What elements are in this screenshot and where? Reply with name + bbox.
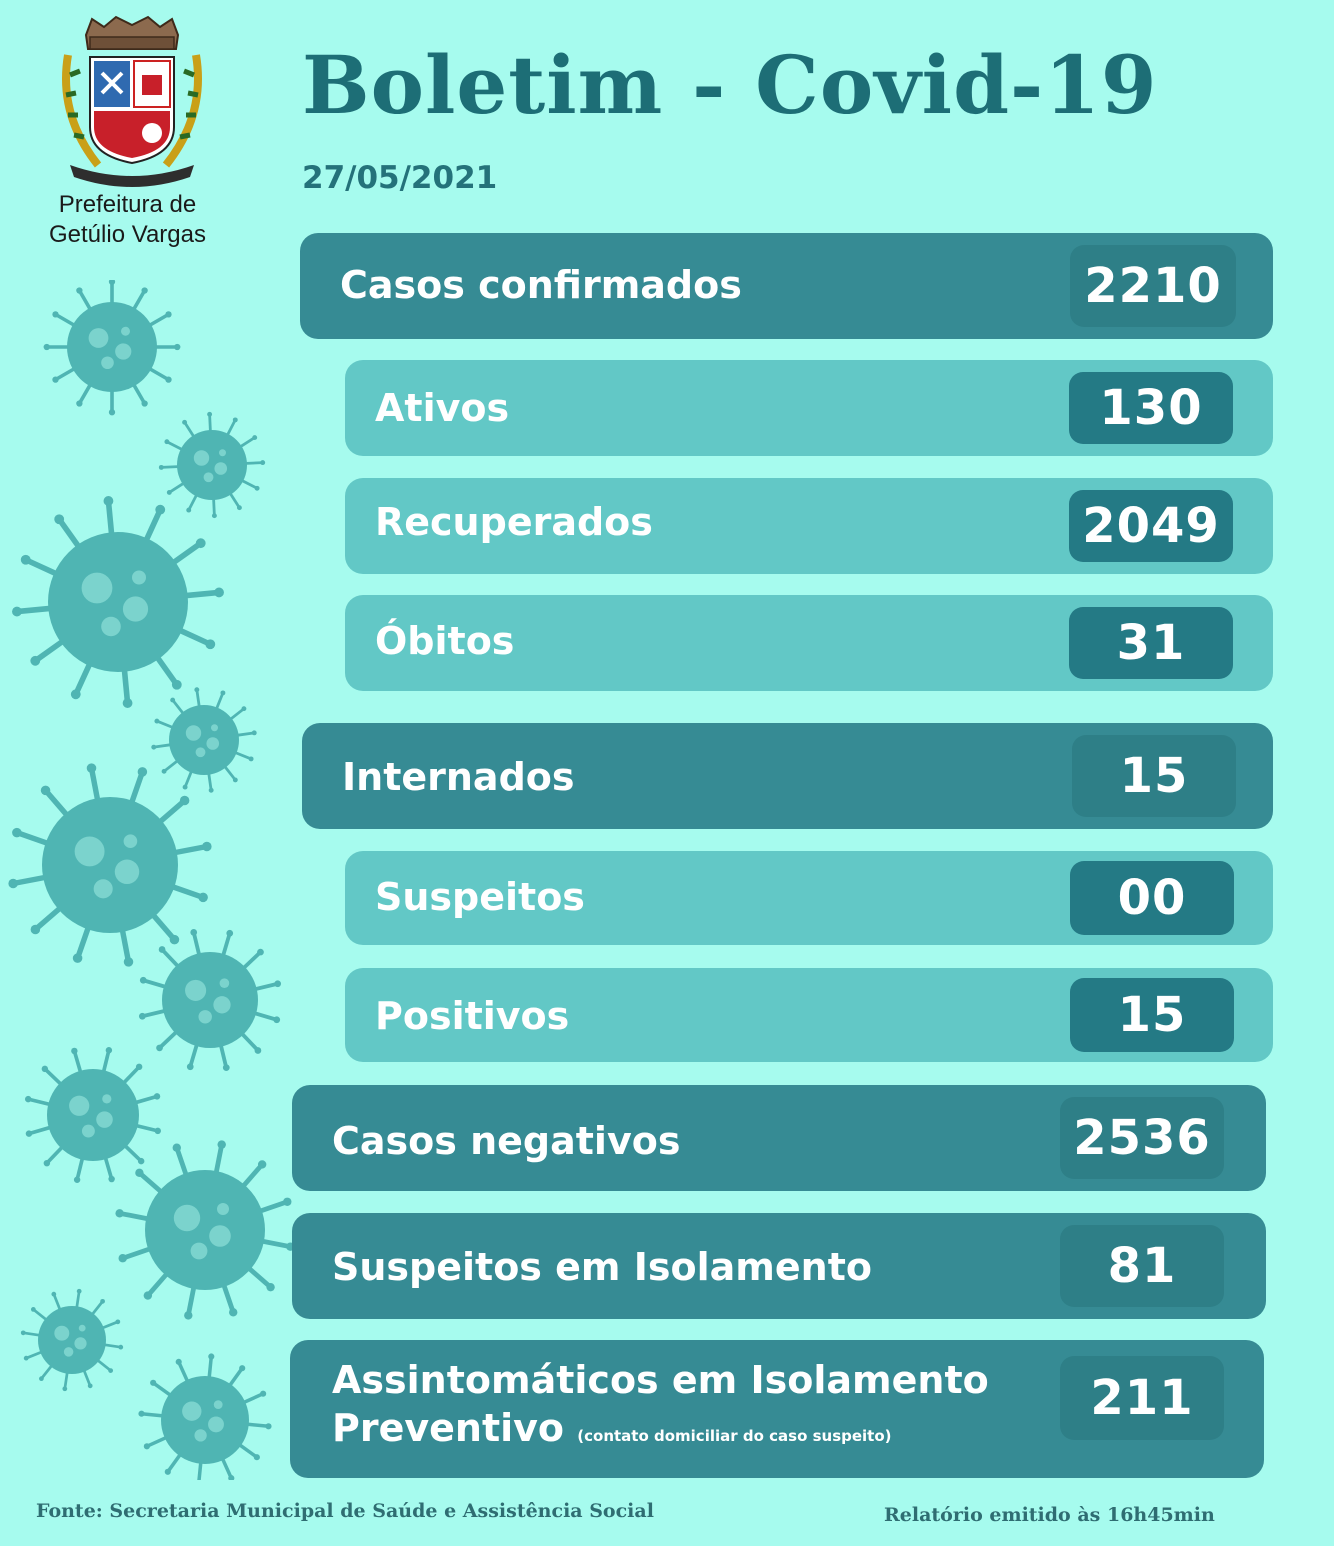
stat-label-hospitalized: Internados (342, 755, 575, 799)
coronavirus-icon (25, 1047, 161, 1183)
bulletin-date: 27/05/2021 (302, 160, 498, 196)
stat-label-confirmed: Casos confirmados (340, 263, 742, 307)
virus-decorations (0, 280, 300, 1480)
stat-label-active: Ativos (375, 386, 510, 430)
stat-value-suspected: 00 (1070, 861, 1234, 935)
stat-label-isolation: Suspeitos em Isolamento (332, 1245, 872, 1289)
stat-row-recovered (345, 478, 1273, 574)
stat-value-negative: 2536 (1060, 1097, 1224, 1179)
stat-row-confirmed (300, 233, 1273, 339)
report-time: Relatório emitido às 16h45min (884, 1504, 1215, 1526)
stat-value-recovered: 2049 (1069, 490, 1233, 562)
stat-row-active (345, 360, 1273, 456)
organization-name-line2: Getúlio Vargas (49, 221, 206, 248)
stat-row-isolation (292, 1213, 1266, 1319)
stat-label-negative: Casos negativos (332, 1119, 681, 1163)
stat-label-deaths: Óbitos (375, 619, 515, 663)
stat-label-suspected: Suspeitos (375, 875, 585, 919)
coronavirus-icon (139, 929, 281, 1071)
municipal-coat-of-arms-icon (58, 15, 206, 190)
coronavirus-icon (44, 280, 181, 415)
organization-name-line1: Prefeitura de (58, 191, 197, 218)
stat-value-deaths: 31 (1069, 607, 1233, 679)
coronavirus-icon (8, 763, 211, 966)
coronavirus-icon (12, 496, 224, 708)
stat-row-suspected (345, 851, 1273, 945)
stat-row-asymptomatic (290, 1340, 1264, 1478)
coronavirus-icon (159, 412, 265, 518)
coronavirus-icon (115, 1140, 294, 1319)
stat-value-hospitalized: 15 (1072, 735, 1236, 817)
stat-value-positive: 15 (1070, 978, 1234, 1052)
stat-value-confirmed: 2210 (1070, 245, 1236, 327)
stat-value-active: 130 (1069, 372, 1233, 444)
page-title: Boletim - Covid-19 (302, 38, 1158, 132)
stat-label-asymptomatic-line1: Assintomáticos em Isolamento (332, 1358, 989, 1402)
stat-row-hospitalized (302, 723, 1273, 829)
stat-note-asymptomatic: (contato domiciliar do caso suspeito) (577, 1427, 892, 1445)
source-credit: Fonte: Secretaria Municipal de Saúde e Assistência Social (36, 1500, 654, 1522)
stat-label-positive: Positivos (375, 994, 570, 1038)
stat-row-negative (292, 1085, 1266, 1191)
stat-label-asymptomatic-line2 (332, 1406, 892, 1450)
coronavirus-icon (21, 1289, 123, 1391)
stat-label-asymptomatic-word: Preventivo (332, 1406, 565, 1450)
stat-row-deaths (345, 595, 1273, 691)
stat-row-positive (345, 968, 1273, 1062)
stat-value-isolation: 81 (1060, 1225, 1224, 1307)
stat-label-recovered: Recuperados (375, 500, 653, 544)
coronavirus-icon (138, 1353, 271, 1480)
coronavirus-icon (151, 687, 256, 792)
stat-value-asymptomatic: 211 (1060, 1356, 1224, 1440)
